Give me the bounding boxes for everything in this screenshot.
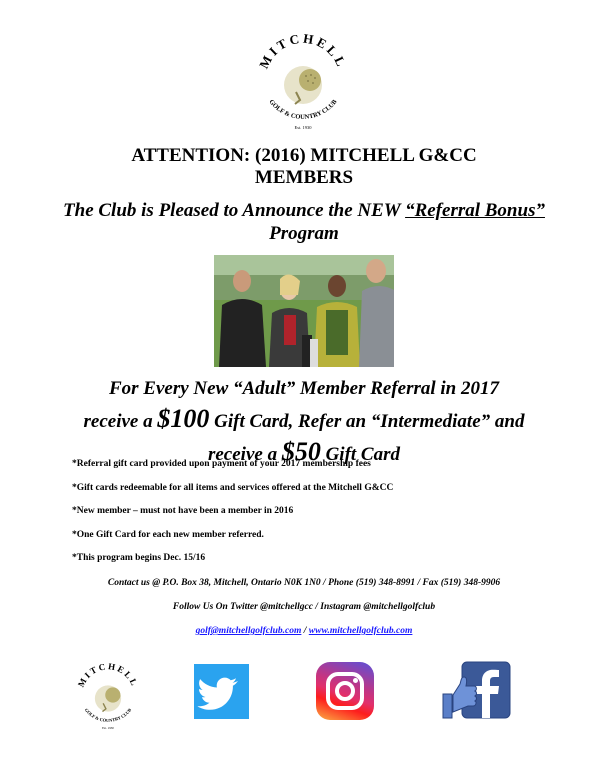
announcement-program-name: “Referral Bonus” bbox=[405, 200, 545, 221]
note-item: *New member – must not have been a member in 2016 bbox=[72, 506, 294, 516]
link-separator: / bbox=[301, 626, 309, 636]
program-notes bbox=[72, 458, 552, 576]
offer-line-2 bbox=[40, 404, 568, 437]
club-logo bbox=[248, 30, 358, 130]
website-link[interactable]: www.mitchellgolfclub.com bbox=[308, 626, 413, 636]
offer-l2-pre: receive a bbox=[83, 411, 158, 432]
offer-l3-post: Gift Card bbox=[320, 444, 401, 465]
page-title bbox=[60, 145, 548, 189]
club-logo-small bbox=[70, 656, 146, 734]
golfers-photo bbox=[214, 255, 394, 367]
announcement-post: Program bbox=[269, 223, 339, 244]
program-announcement bbox=[50, 199, 558, 245]
svg-text:GOLF & COUNTRY CLUB: GOLF & COUNTRY CLUB bbox=[267, 98, 339, 121]
note-item: *One Gift Card for each new member referred. bbox=[72, 529, 264, 540]
intermediate-amount: $50 bbox=[281, 437, 321, 466]
title-line-2: MEMBERS bbox=[254, 167, 354, 188]
adult-amount: $100 bbox=[157, 404, 210, 433]
svg-text:MITCHELL: MITCHELL bbox=[256, 30, 350, 71]
announcement-pre: The Club is Pleased to Announce the NEW bbox=[63, 200, 406, 221]
twitter-icon[interactable] bbox=[194, 664, 249, 719]
facebook-like-icon[interactable] bbox=[440, 660, 512, 722]
footer-icons bbox=[0, 656, 608, 736]
contact-address: Contact us @ P.O. Box 38, Mitchell, Ontario N0K 1N0 / Phone (519) 348-8991 / Fax (519) 348-9906 bbox=[107, 578, 501, 588]
email-link[interactable]: golf@mitchellgolfclub.com bbox=[195, 626, 302, 636]
offer-l3-pre: receive a bbox=[207, 444, 282, 465]
offer-l2-post: Gift Card, Refer an “Intermediate” and bbox=[209, 411, 525, 432]
instagram-icon[interactable] bbox=[316, 662, 374, 720]
note-item: *Gift cards redeemable for all items and services offered at the Mitchell G&CC bbox=[72, 482, 394, 493]
svg-text:MITCHELL: MITCHELL bbox=[75, 661, 141, 689]
svg-text:Est. 1930: Est. 1930 bbox=[294, 125, 312, 130]
contact-links bbox=[40, 626, 568, 636]
note-item: *This program begins Dec. 15/16 bbox=[72, 553, 206, 563]
offer-line-1: For Every New “Adult” Member Referral in 2017 bbox=[108, 378, 500, 399]
title-line-1: ATTENTION: (2016) MITCHELL G&CC bbox=[131, 145, 477, 166]
social-handles: Follow Us On Twitter @mitchellgcc / Instagram @mitchellgolfclub bbox=[172, 602, 436, 612]
svg-text:GOLF & COUNTRY CLUB: GOLF & COUNTRY CLUB bbox=[83, 707, 133, 723]
note-item: *Referral gift card provided upon payment of your 2017 membership fees bbox=[72, 459, 371, 469]
referral-offer bbox=[40, 374, 568, 470]
svg-text:Est. 1930: Est. 1930 bbox=[102, 725, 114, 730]
